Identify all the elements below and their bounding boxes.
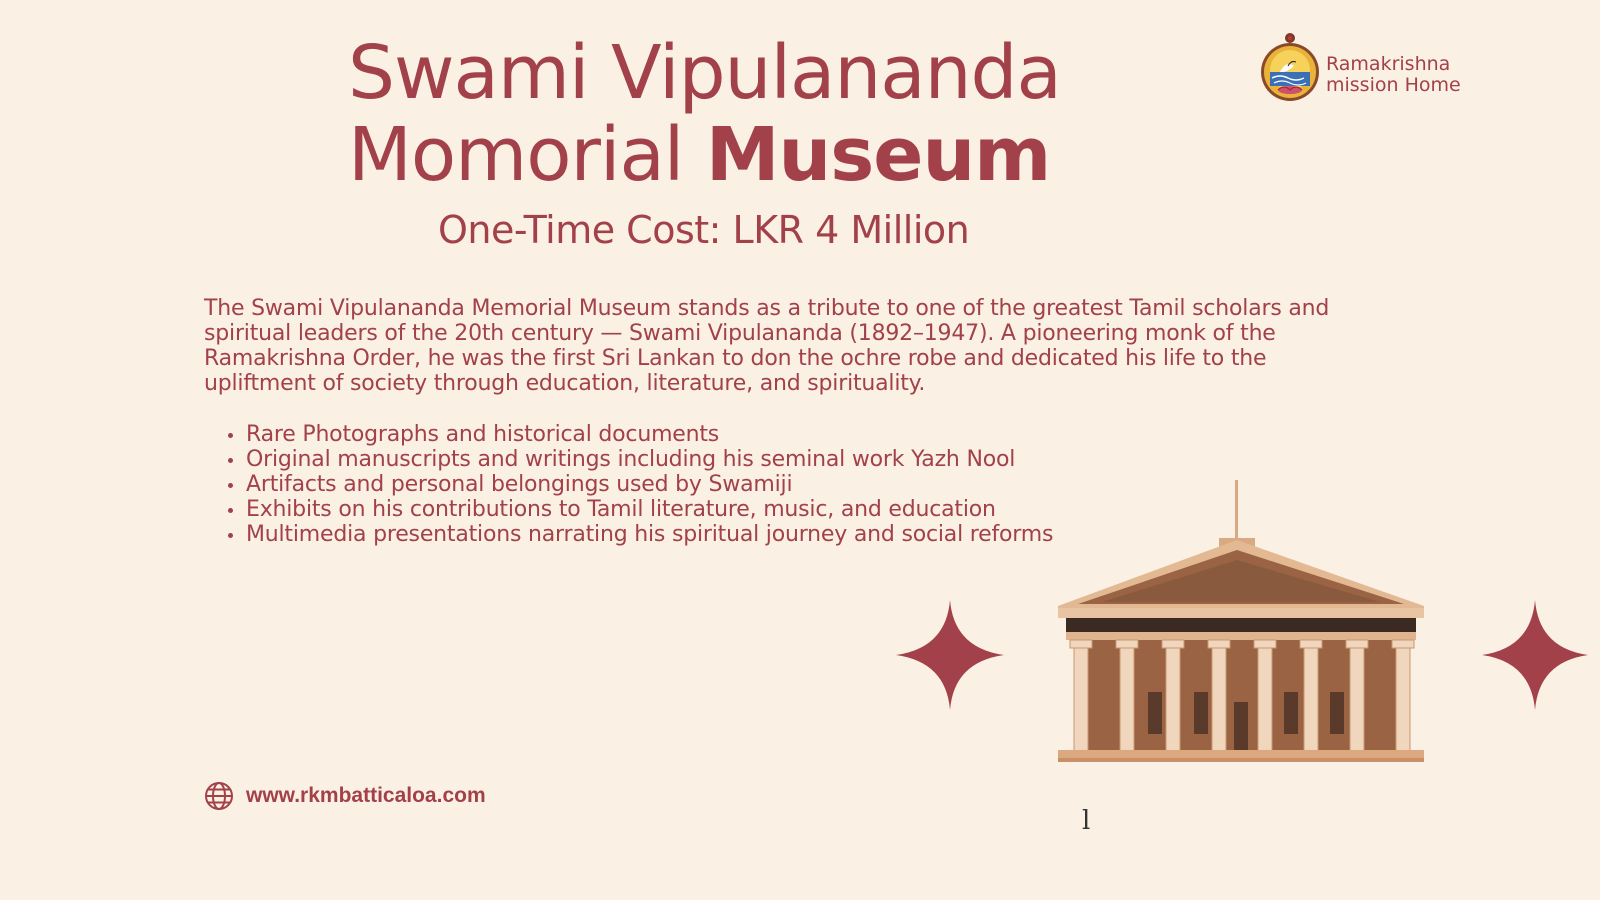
ramakrishna-mission-emblem-icon	[1260, 30, 1320, 104]
ramakrishna-mission-logo	[1260, 30, 1466, 104]
website-link-group[interactable]	[204, 780, 486, 812]
page-title	[348, 32, 1108, 196]
list-item: Original manuscripts and writings including his seminal work Yazh Nool	[226, 447, 1053, 472]
title-line-2-bold: Museum	[705, 112, 1051, 198]
website-link[interactable]: www.rkmbatticaloa.com	[246, 784, 486, 807]
list-item: Rare Photographs and historical documents	[226, 422, 1053, 447]
logo-text	[1326, 54, 1466, 96]
logo-text-line-1: Ramakrishna	[1326, 53, 1451, 75]
museum-description: The Swami Vipulananda Memorial Museum stands as a tribute to one of the greatest Tamil scholars and spiritual leaders of the 20th century — Swami Vipulananda (1892–1947). A pioneering monk of the Ramakrishna Order, he was the first Sri Lankan to don the ochre robe and dedicated his life to the upliftment of society through education, literature, and spirituality.	[204, 296, 1330, 396]
title-line-2	[348, 114, 1108, 196]
stray-character: l	[1082, 806, 1091, 836]
list-item: Artifacts and personal belongings used by Swamiji	[226, 472, 1053, 497]
list-item: Multimedia presentations narrating his spiritual journey and social reforms	[226, 522, 1053, 547]
logo-text-line-2: mission Home	[1326, 74, 1461, 96]
list-item: Exhibits on his contributions to Tamil literature, music, and education	[226, 497, 1053, 522]
features-list	[226, 422, 1053, 547]
sparkle-icon	[896, 600, 1004, 710]
title-line-1: Swami Vipulananda	[348, 30, 1061, 116]
sparkle-icon	[1482, 600, 1588, 710]
title-line-2-regular: Momorial	[348, 112, 684, 198]
cost-subtitle: One-Time Cost: LKR 4 Million	[438, 208, 970, 252]
globe-icon	[204, 781, 234, 811]
museum-building-icon	[1058, 480, 1424, 770]
